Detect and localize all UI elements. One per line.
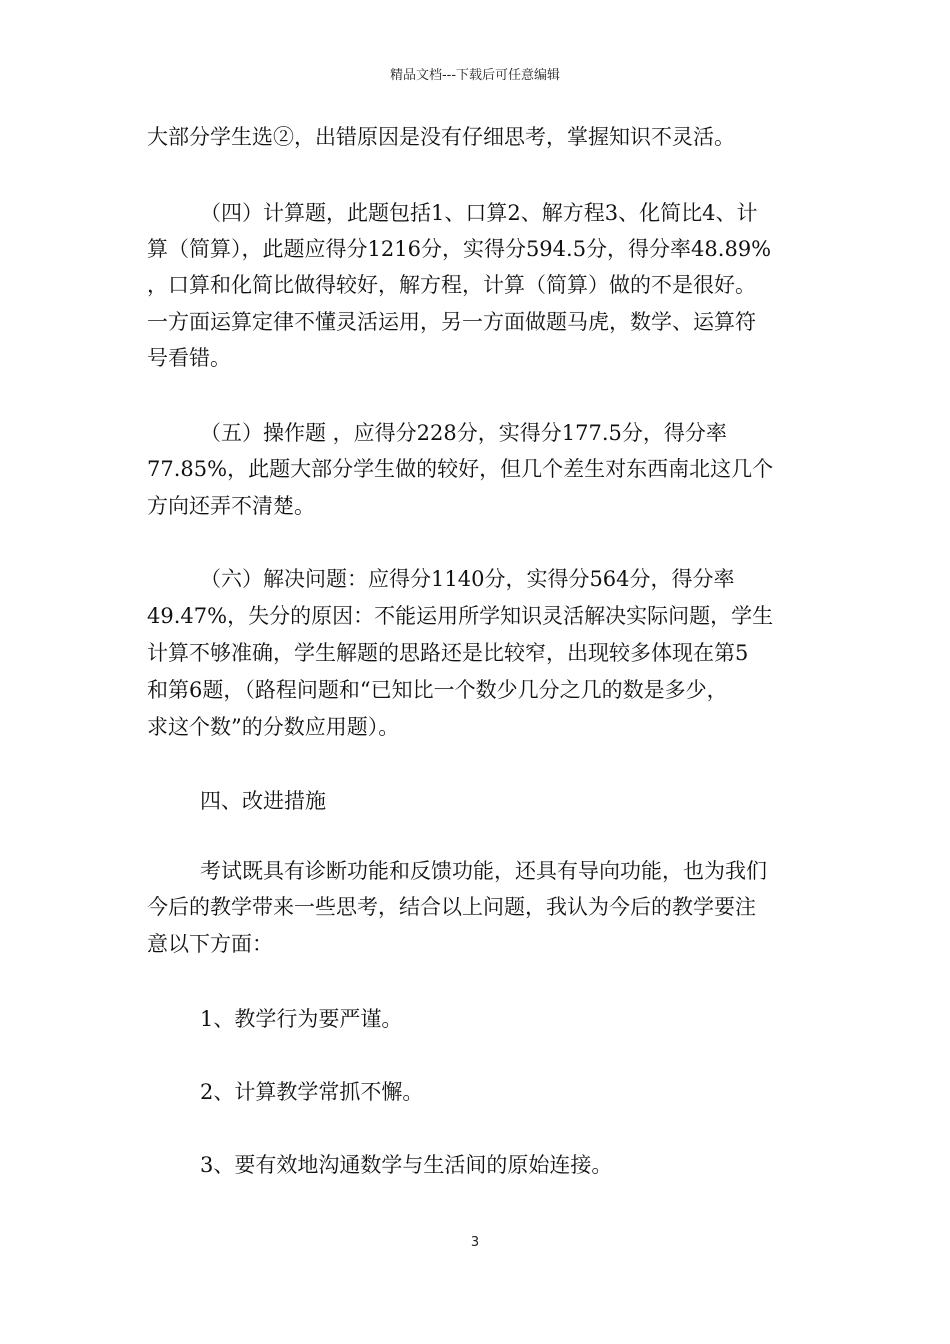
text-line: （五）操作题 ，应得分228分，实得分177.5分，得分率 <box>200 421 727 445</box>
text-line: 77.85%，此题大部分学生做的较好，但几个差生对东西南北这几个 <box>147 457 774 481</box>
text-line: （四）计算题，此题包括1、口算2、解方程3、化简比4、计 <box>200 201 758 225</box>
text-line: 一方面运算定律不懂灵活运用，另一方面做题马虎，数学、运算符 <box>147 310 756 334</box>
text-line: 考试既具有诊断功能和反馈功能，还具有导向功能，也为我们 <box>200 859 767 883</box>
text-line: 和第6题，（路程问题和“已知比一个数少几分之几的数是多少， <box>147 678 728 702</box>
page-header: 精品文档---下载后可任意编辑 <box>389 68 561 83</box>
text-line: 今后的教学带来一些思考，结合以上问题，我认为今后的教学要注 <box>147 895 756 919</box>
text-line: 算（简算），此题应得分1216分，实得分594.5分，得分率48.89% <box>147 237 772 261</box>
text-line: 计算不够准确，学生解题的思路还是比较窄，出现较多体现在第5 <box>147 641 749 665</box>
page-number: 3 <box>470 1235 480 1250</box>
list-item: 1、教学行为要严谨。 <box>200 1007 403 1031</box>
section-heading: 四、改进措施 <box>200 789 326 813</box>
text-line: （六）解决问题：应得分1140分，实得分564分，得分率 <box>200 567 735 591</box>
text-line: 方向还弄不清楚。 <box>147 494 315 518</box>
list-item: 2、计算教学常抓不懈。 <box>200 1080 424 1104</box>
text-line: 49.47%，失分的原因：不能运用所学知识灵活解决实际问题，学生 <box>147 604 774 628</box>
text-line: ，口算和化简比做得较好，解方程，计算（简算）做的不是很好。 <box>147 273 756 297</box>
text-line: 大部分学生选②，出错原因是没有仔细思考，掌握知识不灵活。 <box>147 125 735 149</box>
text-line: 号看错。 <box>147 346 231 370</box>
text-line: 意以下方面： <box>147 932 273 956</box>
list-item: 3、要有效地沟通数学与生活间的原始连接。 <box>200 1153 613 1177</box>
text-line: 求这个数”的分数应用题）。 <box>147 715 400 739</box>
